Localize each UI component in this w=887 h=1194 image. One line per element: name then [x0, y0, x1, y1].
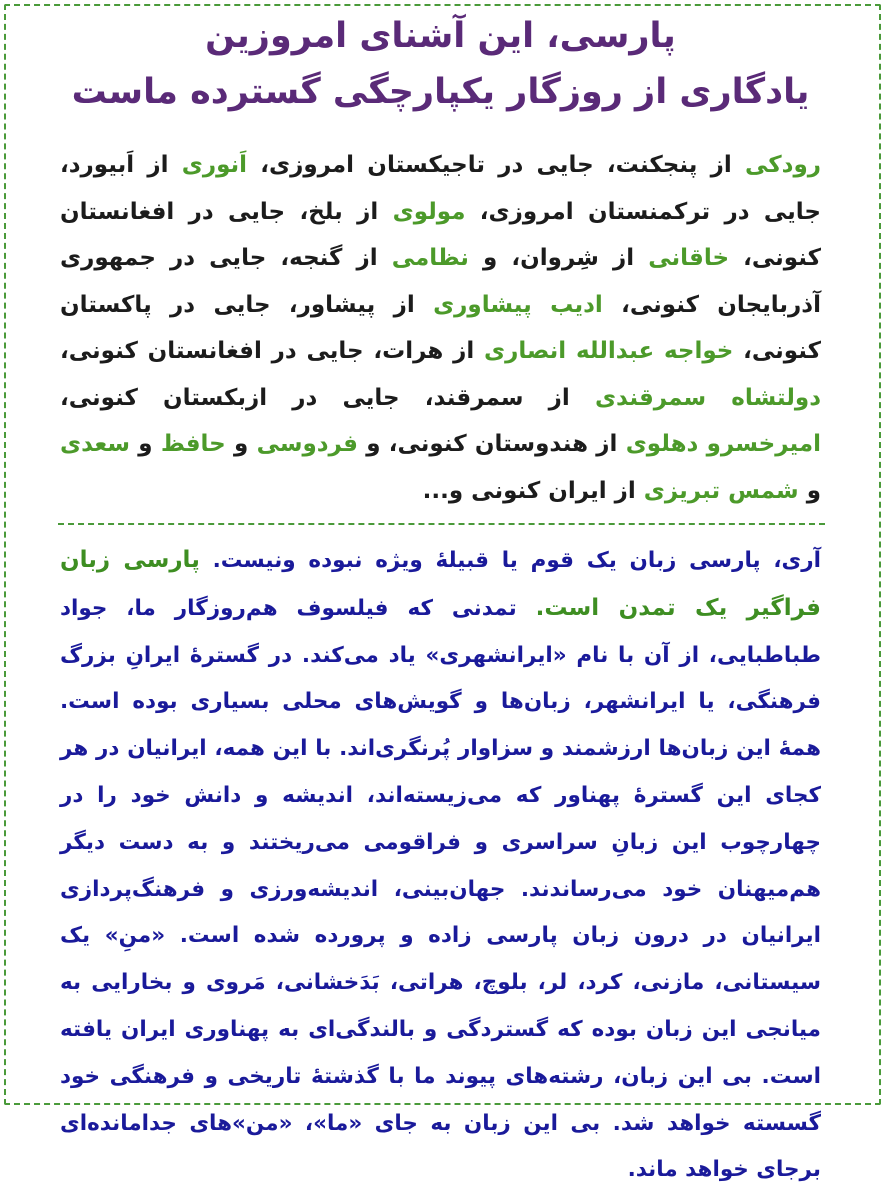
highlight-sentence: پارسی زبان فراگیر یک تمدن است.	[60, 547, 821, 621]
title-line-1: پارسی، این آشنای امروزین	[205, 16, 676, 56]
poet-name: دولتشاه سمرقندی	[594, 384, 821, 411]
paragraph-text: از گنجه، جایی در جمهوری آذربایجان کنونی،	[60, 245, 821, 318]
paragraph-text: از پیشاور، جایی در پاکستان کنونی،	[60, 291, 821, 364]
paragraph-text: از اَبیورد، جایی در ترکمنستان امروزی،	[60, 152, 821, 225]
paragraph-text: و	[225, 431, 257, 457]
paragraph-text: و	[129, 431, 161, 457]
poet-name: سعدی	[60, 431, 130, 457]
poet-name: رودکی	[745, 152, 822, 178]
poet-name: حافظ	[160, 431, 226, 457]
poet-name: مولوی	[392, 198, 466, 225]
poet-name: خاقانی	[648, 245, 730, 271]
paragraph-text: از هندوستان کنونی، و	[357, 431, 626, 457]
paragraph-text: از بلخ، جایی در افغانستان کنونی،	[60, 198, 821, 271]
section-divider	[58, 523, 825, 525]
poet-name: خواجه عبدالله انصاری	[484, 338, 734, 364]
paragraph-text: تمدنی که فیلسوف هم‌روزگار ما، جواد طباطبایی، از آن با نام «ایرانشهری» یاد می‌کند. در گسترهٔ ایرانِ بزرگ فرهنگی، یا ایرانشهر، زبان‌ها و گویش‌های محلی بسیاری بوده است. همهٔ این زبان‌ها ارزشمند و سزاوار پُرنگری‌اند. با این همه، ایرانیان در هر کجای این گسترهٔ پهناور که می‌زیسته‌اند، اندیشه و دانش خود را در چهارچوب این زبانِ سراسری و فراقومی می‌ریختند و به دست دیگر هم‌میهنان خود می‌رساندند. جهان‌بینی، اندیشه‌ورزی و فرهنگ‌پردازی ایرانیان در درون زبان پارسی زاده و پرورده شده است. «منِ» یک سیستانی، مازنی، کرد، لر، بلوچ، هراتی، بَدَخشانی، مَروی و بخارایی به میانجی این زبان بوده که گستردگی و بالندگی‌ای به پهناوری ایران یافته است. بی این زبان، رشته‌های پیوند ما با گذشتهٔ تاریخی و فرهنگی خود گسسته خواهد شد. بی این زبان به جای «ما»، «من»های جدامانده‌ای برجای خواهد ماند.	[60, 595, 821, 1183]
paragraph-text: از پنجکنت، جایی در تاجیکستان امروزی،	[247, 152, 746, 178]
paragraph-civilization	[60, 537, 821, 1194]
poet-name: اَنوری	[181, 152, 248, 178]
paragraph-text: از ایران کنونی و...	[422, 477, 644, 504]
paragraph-text: آری، پارسی زبان یک قوم یا قبیلهٔ ویژه نبوده ونیست.	[199, 548, 821, 573]
poet-name: فردوسی	[256, 431, 358, 457]
paragraph-text: و	[798, 477, 821, 504]
title-line-2: یادگاری از روزگار یکپارچگی گسترده ماست	[71, 72, 810, 112]
poet-name: شمس تبریزی	[643, 477, 799, 504]
page-title	[60, 8, 821, 120]
paragraph-text: از هرات، جایی در افغانستان کنونی،	[60, 338, 485, 364]
poet-name: نظامی	[391, 245, 469, 271]
paragraph-text: از شِروان، و	[468, 245, 649, 271]
poet-name: امیرخسرو دهلوی	[625, 431, 822, 457]
poet-name: ادیب پیشاوری	[433, 291, 603, 318]
paragraph-poets	[60, 142, 821, 514]
paragraph-text: از سمرقند، جایی در ازبکستان کنونی،	[60, 384, 595, 411]
